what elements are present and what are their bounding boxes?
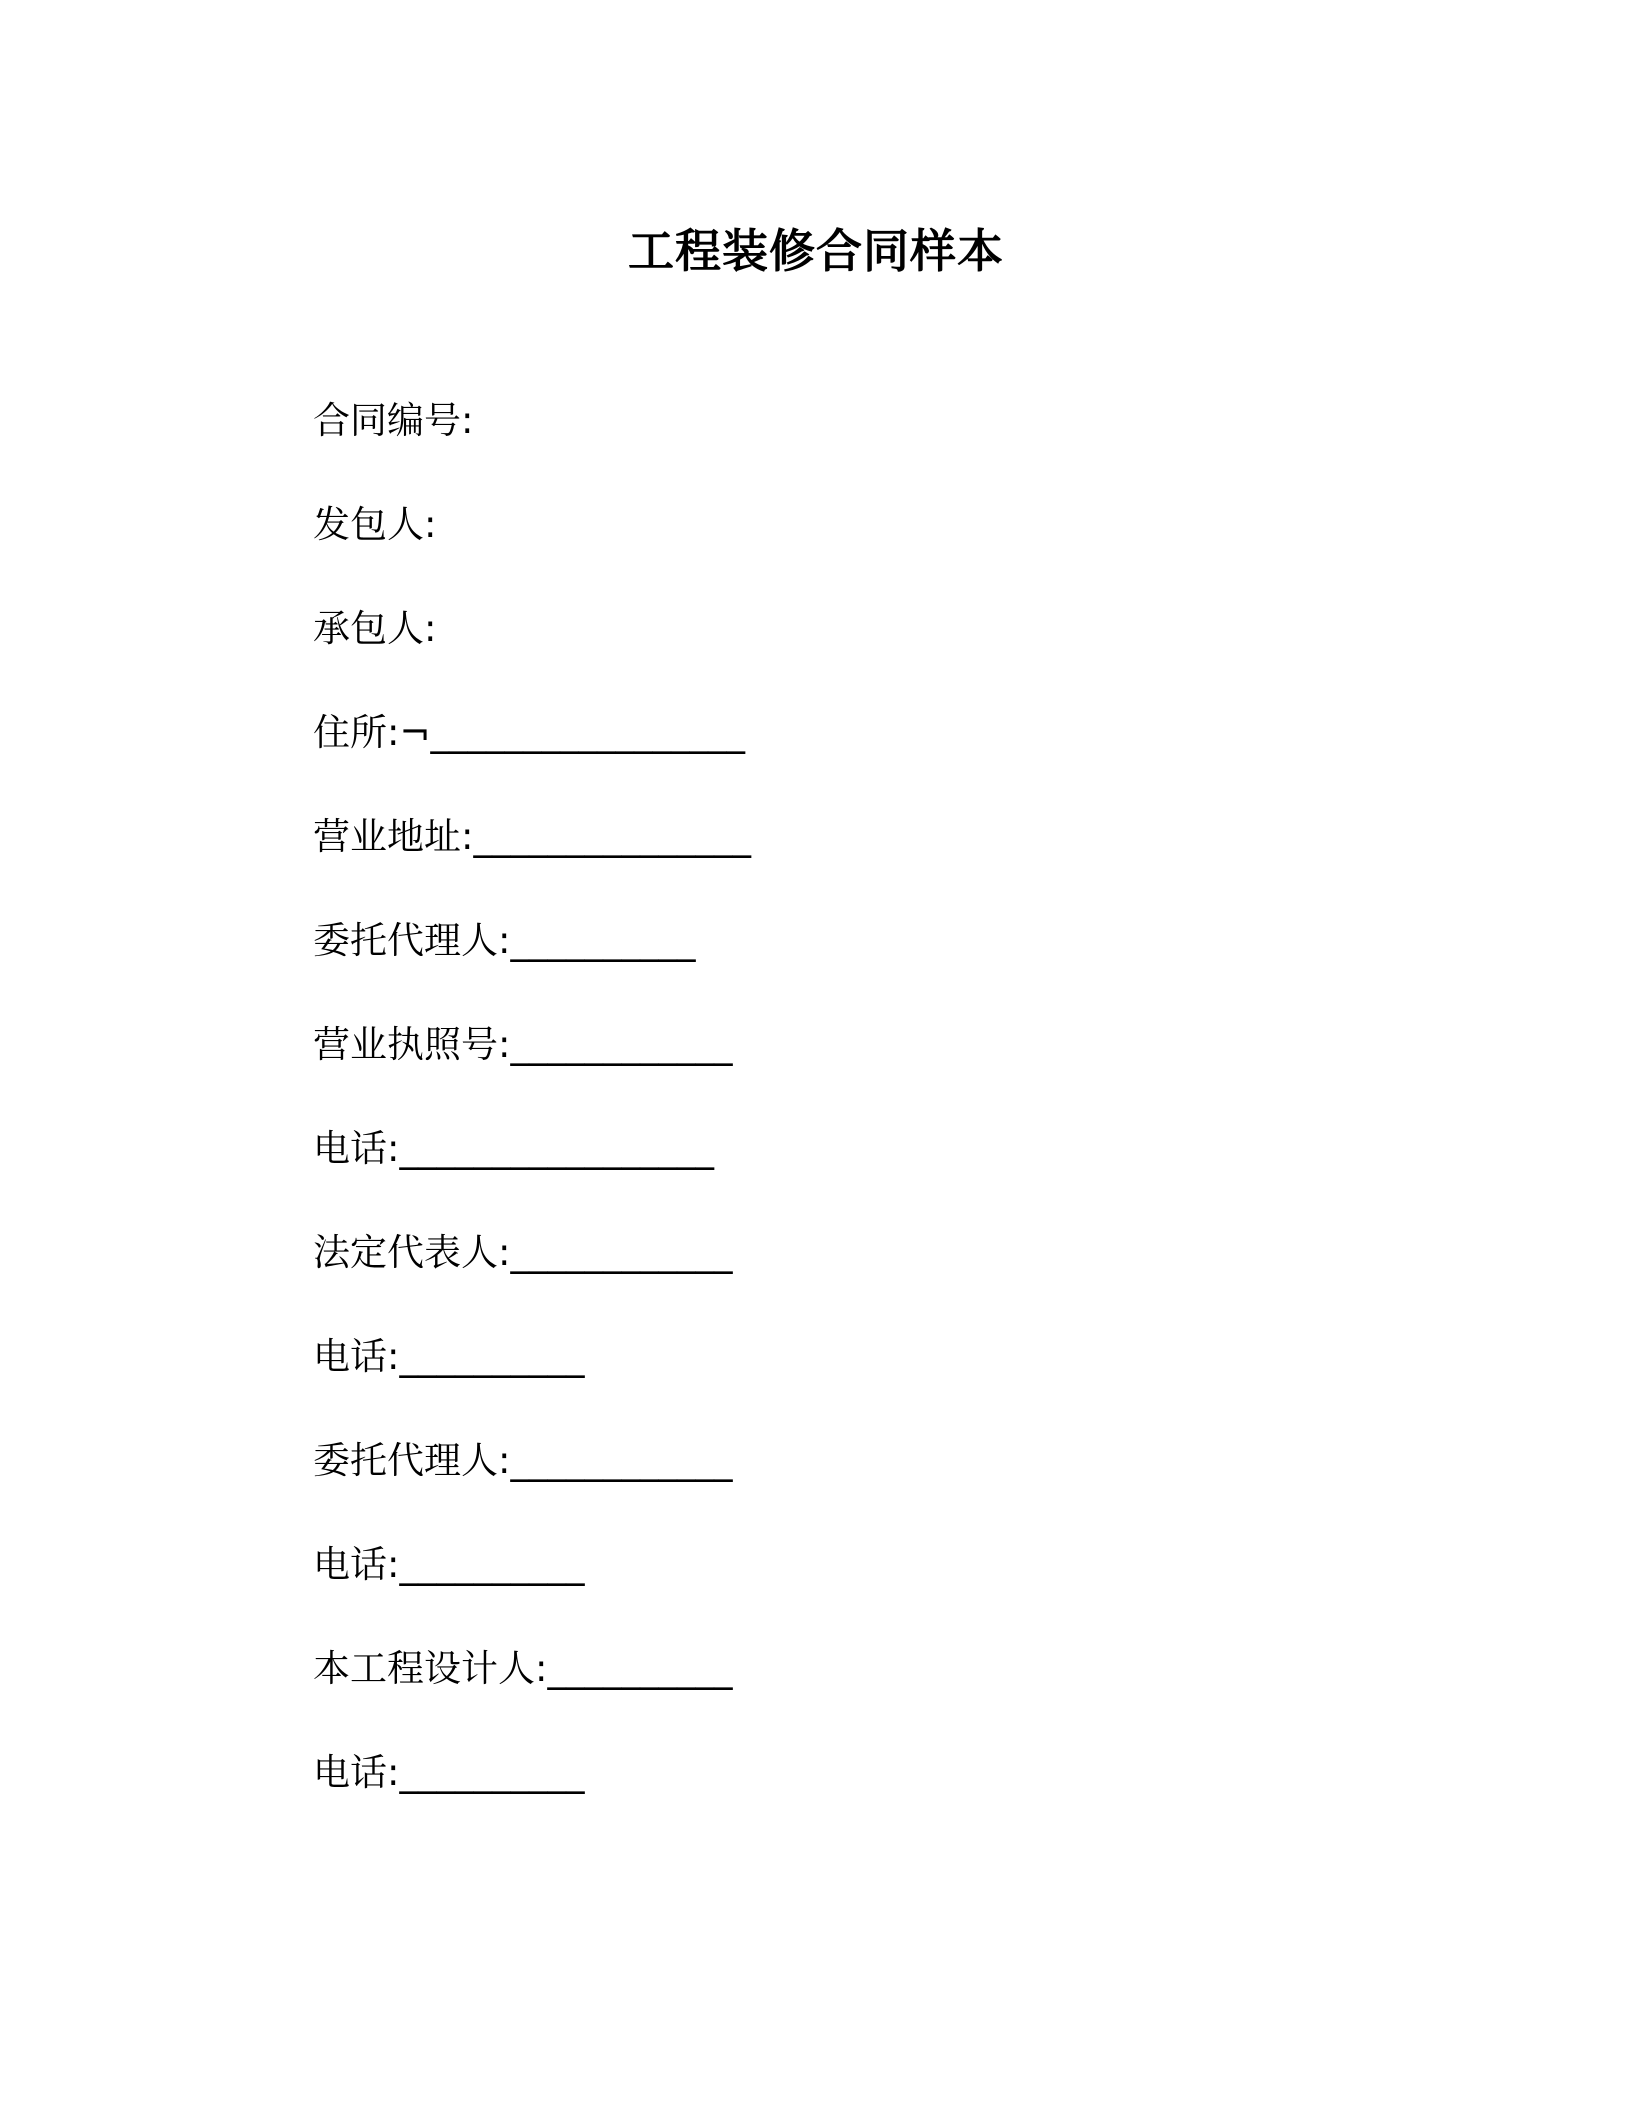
authorized-agent-field: 委托代理人:__________ xyxy=(313,919,696,962)
contractor-field: 承包人: xyxy=(313,607,437,650)
legal-representative-field: 法定代表人:____________ xyxy=(313,1231,733,1274)
phone-field: 电话:_________________ xyxy=(313,1127,714,1170)
employer-field: 发包人: xyxy=(313,503,437,546)
contract-number-field: 合同编号: xyxy=(313,399,474,442)
document-title: 工程装修合同样本 xyxy=(628,224,1004,278)
contract-party-fields xyxy=(313,393,751,1849)
residence-field: 住所:¬_________________ xyxy=(313,711,745,754)
business-address-field: 营业地址:_______________ xyxy=(313,815,751,858)
phone-field: 电话:__________ xyxy=(313,1543,585,1586)
authorized-agent-field: 委托代理人:____________ xyxy=(313,1439,733,1482)
phone-field: 电话:__________ xyxy=(313,1335,585,1378)
phone-field: 电话:__________ xyxy=(313,1751,585,1794)
project-designer-field: 本工程设计人:__________ xyxy=(313,1647,733,1690)
business-license-number-field: 营业执照号:____________ xyxy=(313,1023,733,1066)
